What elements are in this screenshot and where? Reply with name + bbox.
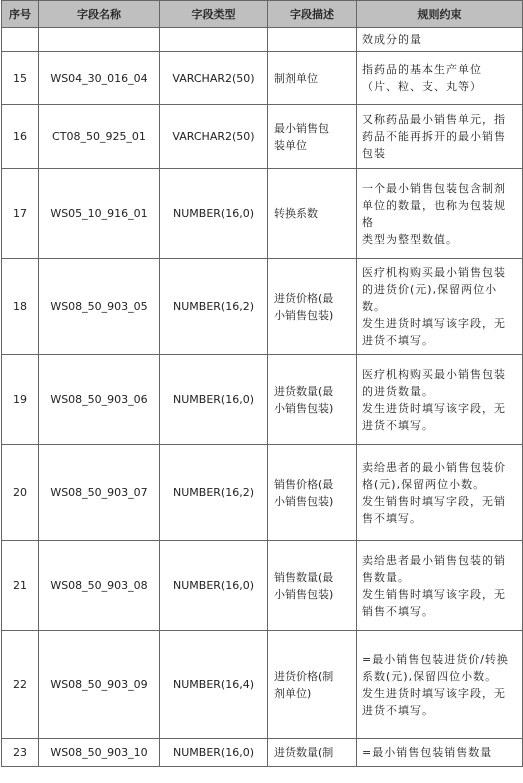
description-line: 销售价格(最 xyxy=(274,477,334,491)
cell-rule-constraint xyxy=(357,541,523,631)
cell-field-name: WS04_30_016_04 xyxy=(39,52,160,105)
cell-no: 16 xyxy=(2,105,39,169)
cell-no: 23 xyxy=(2,739,39,767)
data-field-table xyxy=(1,0,523,767)
cell-field-type: NUMBER(16,4) xyxy=(160,631,268,739)
cell-field-name: WS08_50_903_09 xyxy=(39,631,160,739)
cell-rule-constraint xyxy=(357,355,523,445)
cell-field-description xyxy=(268,541,357,631)
header-rule-constraint: 规则约束 xyxy=(357,1,523,28)
description-line: 制剂单位 xyxy=(274,71,318,85)
cell-field-name: WS05_10_916_01 xyxy=(39,169,160,259)
cell-field-description xyxy=(268,355,357,445)
cell-rule-constraint xyxy=(357,105,523,169)
table-row xyxy=(2,739,523,767)
cell-rule-constraint xyxy=(357,445,523,541)
table-row xyxy=(2,105,523,169)
rule-line: 医疗机构购买最小销售包装的进货价(元),保留两位小数。 xyxy=(362,266,506,313)
description-line: 转换系数 xyxy=(274,207,318,220)
description-line: 小销售包装) xyxy=(274,401,334,415)
cell-field-name xyxy=(39,28,160,52)
cell-field-description xyxy=(268,445,357,541)
description-line: 销售数量(最 xyxy=(274,570,334,584)
cell-rule-constraint xyxy=(357,169,523,259)
rule-line: 卖给患者最小销售包装的销售数量。 xyxy=(362,553,506,584)
cell-field-type: NUMBER(16,0) xyxy=(160,355,268,445)
cell-rule-constraint xyxy=(357,259,523,355)
description-line: 小销售包装) xyxy=(274,494,334,508)
rule-line: 一个最小销售包装包含制剂单位的数量，也称为包装规格 xyxy=(362,181,506,229)
header-field-description: 字段描述 xyxy=(268,1,357,28)
table-header-row xyxy=(2,1,523,28)
rule-line: 发生进货时填写该字段，无进货不填写。 xyxy=(362,686,506,717)
cell-no: 15 xyxy=(2,52,39,105)
description-line: 进货数量(制 xyxy=(274,746,334,759)
cell-field-description xyxy=(268,739,357,767)
rule-line: =最小销售包装销售数量 xyxy=(362,746,493,759)
cell-no: 22 xyxy=(2,631,39,739)
rule-line: 发生进货时填写该字段，无进货不填写。 xyxy=(362,401,506,432)
rule-line: 发生销售时填写字段，无销售不填写。 xyxy=(362,494,506,525)
table-row xyxy=(2,28,523,52)
cell-field-type: NUMBER(16,0) xyxy=(160,169,268,259)
description-line: 小销售包装) xyxy=(274,308,334,322)
rule-line: 医疗机构购买最小销售包装的进货数量。 xyxy=(362,367,506,398)
cell-field-name: WS08_50_903_06 xyxy=(39,355,160,445)
cell-no: 18 xyxy=(2,259,39,355)
table-row xyxy=(2,541,523,631)
rule-line: 卖给患者的最小销售包装价格(元),保留两位小数。 xyxy=(362,460,506,491)
description-line: 最小销售包 xyxy=(274,121,329,135)
header-field-type: 字段类型 xyxy=(160,1,268,28)
cell-no: 19 xyxy=(2,355,39,445)
cell-field-description xyxy=(268,169,357,259)
table-row xyxy=(2,631,523,739)
table-row xyxy=(2,355,523,445)
description-line: 小销售包装) xyxy=(274,587,334,601)
cell-field-name: WS08_50_903_05 xyxy=(39,259,160,355)
cell-field-name: WS08_50_903_07 xyxy=(39,445,160,541)
description-line: 装单位 xyxy=(274,138,307,152)
description-line: 进货价格(制 xyxy=(274,669,334,683)
cell-rule-constraint xyxy=(357,739,523,767)
rule-line: 发生进货时填写该字段，无进货不填写。 xyxy=(362,317,506,347)
cell-field-name: WS08_50_903_08 xyxy=(39,541,160,631)
cell-field-type: NUMBER(16,0) xyxy=(160,541,268,631)
rule-line: 又称药品最小销售单元，指药品不能再拆开的最小销售包装 xyxy=(362,113,506,160)
rule-line: 指药品的基本生产单位（片、粒、支、丸等） xyxy=(362,63,482,93)
cell-no xyxy=(2,28,39,52)
cell-field-name: CT08_50_925_01 xyxy=(39,105,160,169)
cell-field-description xyxy=(268,28,357,52)
cell-field-type: NUMBER(16,2) xyxy=(160,445,268,541)
description-line: 进货数量(最 xyxy=(274,384,334,398)
description-line: 进货价格(最 xyxy=(274,291,334,305)
cell-rule-constraint xyxy=(357,631,523,739)
rule-line: 发生销售时填写该字段，无销售不填写。 xyxy=(362,587,506,618)
cell-rule-constraint xyxy=(357,28,523,52)
table-row xyxy=(2,445,523,541)
cell-field-type: VARCHAR2(50) xyxy=(160,105,268,169)
cell-rule-constraint xyxy=(357,52,523,105)
cell-field-type: VARCHAR2(50) xyxy=(160,52,268,105)
cell-field-description xyxy=(268,259,357,355)
cell-field-description xyxy=(268,52,357,105)
cell-field-description xyxy=(268,631,357,739)
table-row xyxy=(2,52,523,105)
cell-field-type: NUMBER(16,2) xyxy=(160,259,268,355)
header-no: 序号 xyxy=(2,1,39,28)
description-line: 剂单位) xyxy=(274,686,312,700)
cell-field-name: WS08_50_903_10 xyxy=(39,739,160,767)
cell-no: 20 xyxy=(2,445,39,541)
rule-line: 效成分的量 xyxy=(362,33,422,46)
table-row xyxy=(2,169,523,259)
cell-field-type: NUMBER(16,0) xyxy=(160,739,268,767)
rule-line: 类型为整型数值。 xyxy=(362,232,458,246)
header-field-name: 字段名称 xyxy=(39,1,160,28)
cell-field-type xyxy=(160,28,268,52)
cell-no: 17 xyxy=(2,169,39,259)
table-row xyxy=(2,259,523,355)
cell-no: 21 xyxy=(2,541,39,631)
rule-line: =最小销售包装进货价/转换系数(元),保留四位小数。 xyxy=(362,652,509,683)
cell-field-description xyxy=(268,105,357,169)
